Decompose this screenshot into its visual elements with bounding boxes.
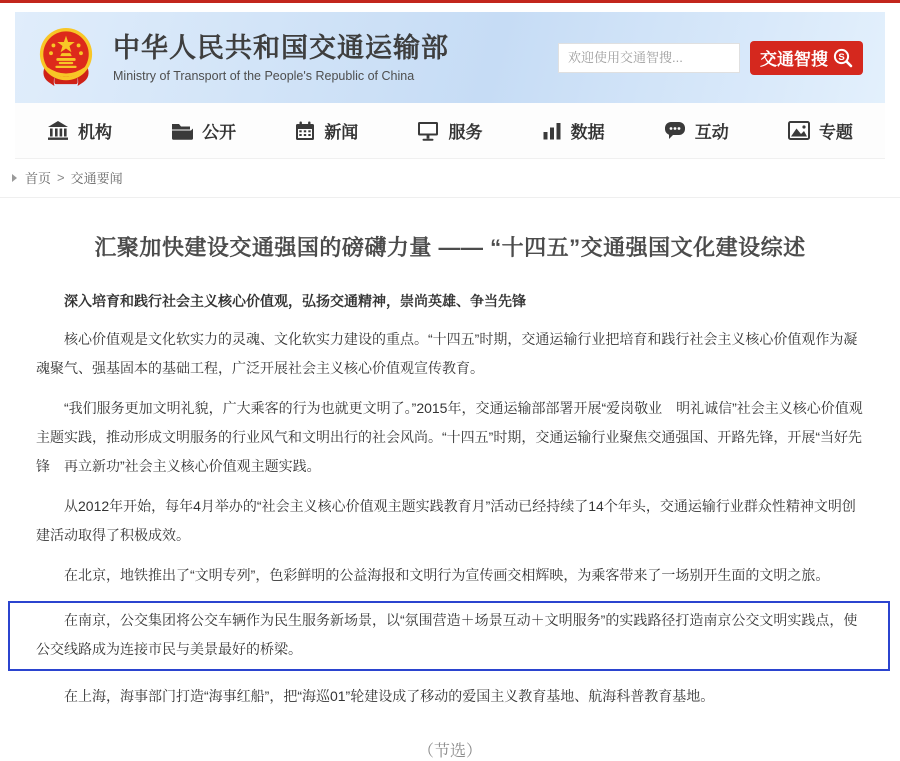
breadcrumb-current[interactable]: 交通要闻	[70, 171, 123, 186]
site-header	[15, 12, 885, 103]
speech-bubble-icon	[664, 121, 686, 141]
institution-icon	[47, 121, 69, 141]
nav-item-news[interactable]	[295, 118, 358, 143]
article-subheading: 深入培育和践行社会主义核心价值观，弘扬交通精神，崇尚英雄、争当先锋	[64, 293, 526, 309]
article-title: 汇聚加快建设交通强国的磅礴力量 —— “十四五”交通强国文化建设综述	[94, 235, 806, 260]
nav-item-topics[interactable]	[788, 118, 853, 143]
search-input[interactable]	[558, 43, 740, 73]
breadcrumb	[0, 159, 900, 198]
calendar-icon	[295, 121, 315, 141]
nav-label: 数据	[570, 123, 605, 142]
paragraph-education-month: 从2012年开始，每年4月举办的“社会主义核心价值观主题实践教育月”活动已经持续了14个年头，交通运输行业群众性精神文明创建活动取得了积极成效。	[36, 498, 856, 543]
picture-icon	[788, 121, 810, 140]
nav-item-data[interactable]	[542, 118, 605, 143]
site-title: 中华人民共和国交通运输部	[113, 32, 449, 63]
site-title-block	[113, 32, 449, 83]
nav-label: 公开	[202, 123, 237, 142]
svg-text:S: S	[838, 51, 845, 63]
site-subtitle: Ministry of Transport of the People's Republic of China	[113, 69, 415, 84]
paragraph-core-values: 核心价值观是文化软实力的灵魂、文化软实力建设的重点。“十四五”时期，交通运输行业把培育和践行社会主义核心价值观作为凝魂聚气、强基固本的基础工程，广泛开展社会主义核心价值观宣传教育。	[36, 331, 858, 376]
monitor-icon	[417, 121, 439, 141]
paragraph-civilized-service: “我们服务更加文明礼貌，广大乘客的行为也就更文明了。”2015年，交通运输部部署开展“爱岗敬业 明礼诚信”社会主义核心价值观主题实践，推动形成文明服务的行业风气和文明出行的社会风尚。“十四五”时期，交通运输行业聚焦交通强国、开路先锋，开展“当好先锋 再立新功”社会主义核心价值观主题实践。	[36, 400, 863, 474]
paragraph-beijing: 在北京，地铁推出了“文明专列”，色彩鲜明的公益海报和文明行为宣传画交相辉映，为乘客带来了一场别开生面的文明之旅。	[64, 567, 830, 583]
search-area	[558, 41, 863, 75]
breadcrumb-arrow-icon	[12, 174, 17, 182]
nav-item-services[interactable]	[417, 118, 482, 143]
nav-label: 新闻	[324, 123, 359, 142]
paragraph-shanghai: 在上海，海事部门打造“海事红船”，把“海巡01”轮建设成了移动的爱国主义教育基地、航海科普教育基地。	[64, 688, 715, 704]
search-button-label: 交通智搜	[760, 50, 828, 69]
nav-label: 互动	[694, 123, 729, 142]
top-accent-line	[0, 0, 900, 3]
nav-label: 机构	[78, 123, 112, 142]
excerpt-footnote: （节选）	[417, 743, 482, 760]
site-logo[interactable]	[37, 26, 449, 90]
smart-search-button[interactable]	[750, 41, 863, 75]
nav-label: 服务	[448, 123, 483, 142]
nav-item-interaction[interactable]	[664, 118, 729, 143]
s-magnifier-icon	[833, 48, 853, 68]
main-nav	[15, 103, 885, 159]
folder-icon	[171, 121, 193, 140]
nav-item-institution[interactable]	[47, 118, 112, 143]
breadcrumb-home-link[interactable]: 首页	[25, 171, 52, 186]
bar-chart-icon	[542, 121, 562, 141]
nav-label: 专题	[818, 123, 853, 142]
breadcrumb-separator: >	[57, 170, 65, 185]
china-national-emblem-icon	[37, 26, 95, 90]
nav-item-disclosure[interactable]	[171, 118, 236, 143]
highlighted-paragraph-nanjing: 在南京，公交集团将公交车辆作为民生服务新场景，以“氛围营造＋场景互动＋文明服务”的实践路径打造南京公交文明实践点，使公交线路成为连接市民与美景最好的桥梁。	[8, 601, 890, 671]
